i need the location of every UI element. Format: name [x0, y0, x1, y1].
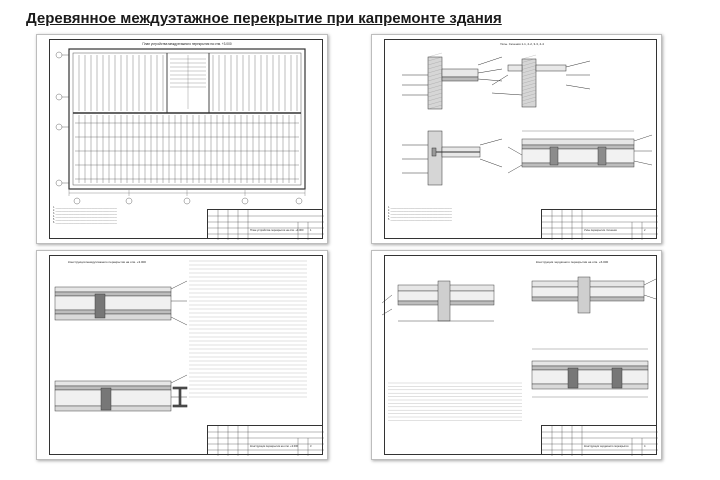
drawing-sheet-attic-construction: [371, 250, 662, 460]
sheet-heading: План устройства междуэтажного перекрытия на отм. +3.000: [142, 42, 232, 46]
title-block: [207, 425, 323, 455]
title-block: [207, 209, 323, 239]
drawing-sheet-floor-construction: [36, 250, 328, 460]
drawing-sheet-floor-plan: [36, 34, 328, 244]
title-block-sheet-number: 4: [644, 445, 646, 448]
sheet-heading: Конструкция чердачного перекрытия на отм. +6.000: [535, 260, 609, 264]
title-block-caption: Конструкция чердачного перекрытия: [584, 445, 629, 448]
sheet-heading: Конструкция междуэтажного перекрытия на отм. +3.000: [68, 260, 146, 264]
drawing-sheet-details: [371, 34, 662, 244]
title-block-caption: План устройства перекрытия на отм. +3.000: [250, 229, 304, 232]
title-block-sheet-number: 2: [644, 229, 646, 232]
page-title: Деревянное междуэтажное перекрытие при капремонте здания: [26, 10, 502, 27]
title-block: [541, 425, 657, 455]
title-block-caption: Узлы перекрытия. Сечения: [584, 229, 617, 232]
sheet-notes: 1. ________________________________________________ 2. ________________________________________________ 3. ________________________________________________ 4. ________________________________________________ 5. ________________________________________________ 6. ________________________________________________: [53, 207, 117, 225]
sheet-heading: Узлы. Сечения 1-1, 2-2, 3-3, 4-4: [500, 42, 544, 46]
sheet-notes: 1. ________________________________________________ 2. ________________________________________________ 3. ________________________________________________ 4. ________________________________________________ 5. ________________________________________________: [388, 207, 452, 222]
title-block: [541, 209, 657, 239]
title-block-sheet-number: 3: [310, 445, 312, 448]
title-block-sheet-number: 1: [310, 229, 312, 232]
title-block-caption: Конструкция перекрытия на отм. +3.000: [250, 445, 299, 448]
